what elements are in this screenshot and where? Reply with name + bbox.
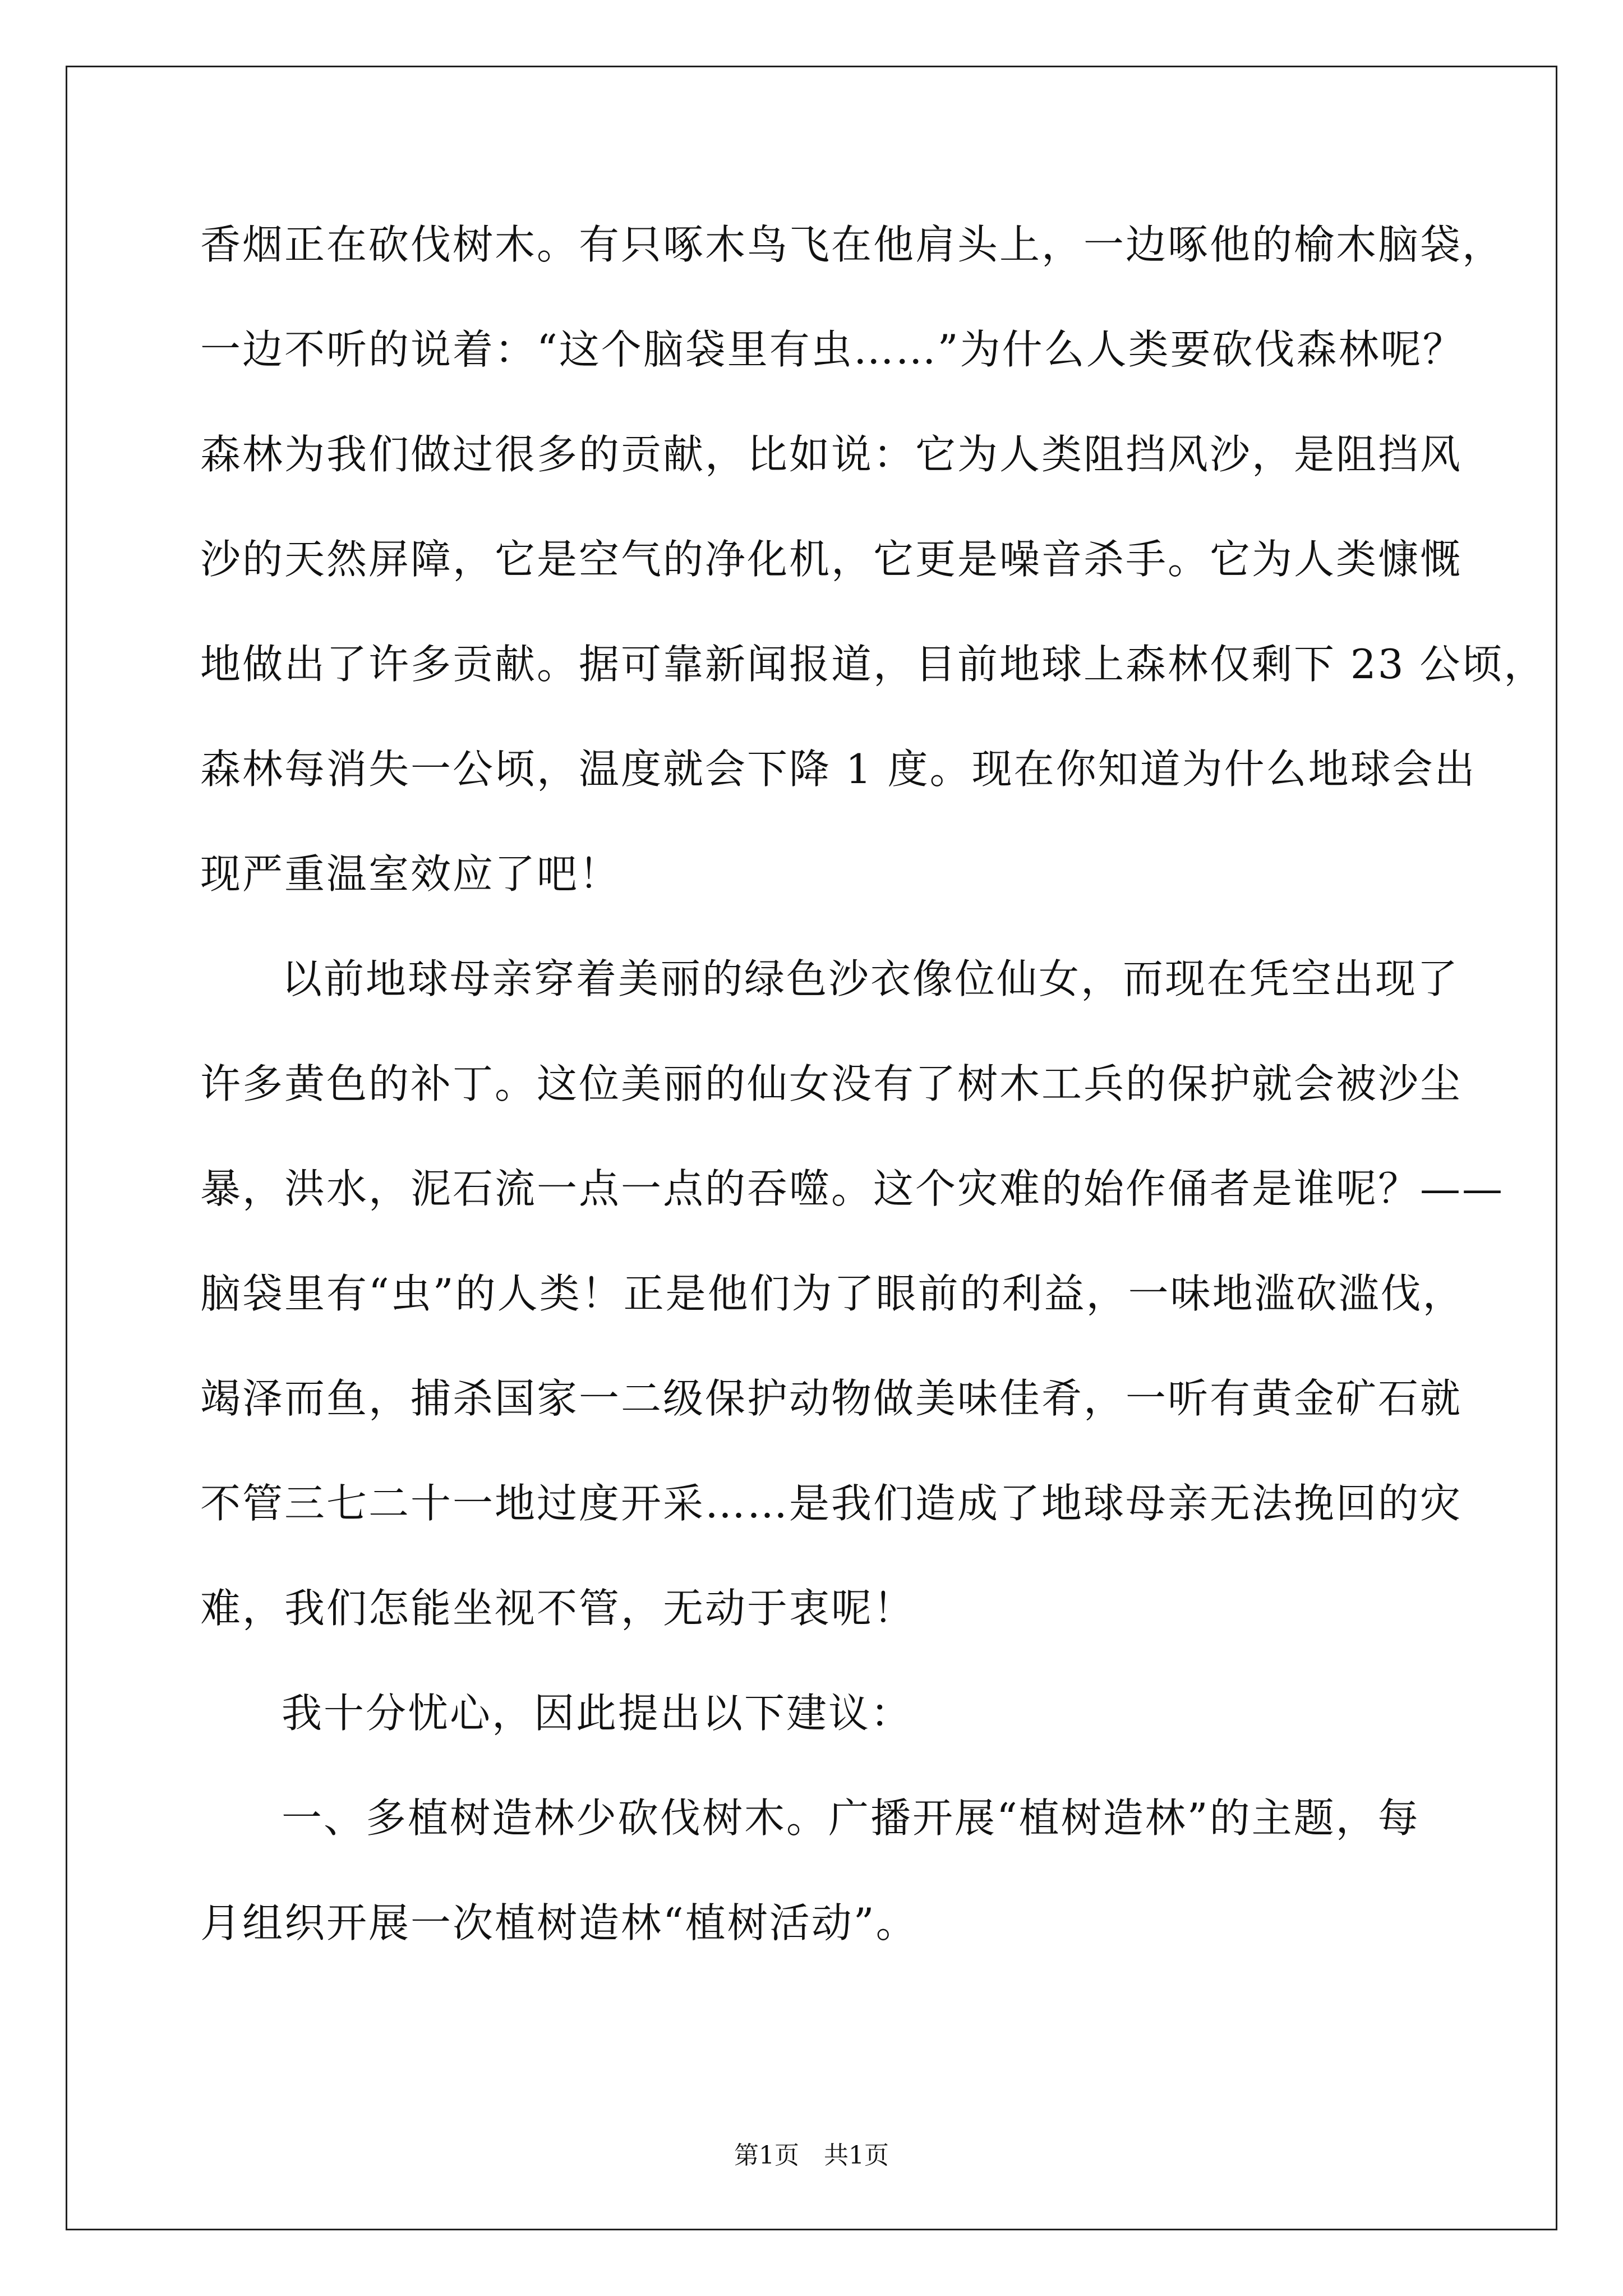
text-line-10: 暴，洪水，泥石流一点一点的吞噬。这个灾难的始作俑者是谁呢？—— (200, 1165, 1505, 1212)
text-line-17: 月组织开展一次植树造林“植树活动”。 (200, 1899, 918, 1947)
text-line-14: 难，我们怎能坐视不管，无动于衷呢！ (200, 1585, 916, 1632)
text-line-3: 森林为我们做过很多的贡献，比如说：它为人类阻挡风沙，是阻挡风 (200, 431, 1463, 478)
text-line-5: 地做出了许多贡献。据可靠新闻报道，目前地球上森林仅剩下 23 公顷， (200, 641, 1546, 688)
text-line-2: 一边不听的说着：“这个脑袋里有虫……”为什么人类要砍伐森林呢？ (200, 326, 1465, 373)
text-line-12: 竭泽而鱼，捕杀国家一二级保护动物做美味佳肴，一听有黄金矿石就 (200, 1375, 1463, 1422)
text-line-16: 一、多植树造林少砍伐树木。广播开展“植树造林”的主题，每 (282, 1795, 1420, 1842)
text-line-1: 香烟正在砍伐树木。有只啄木鸟飞在他肩头上，一边啄他的榆木脑袋， (200, 221, 1505, 268)
text-line-7: 现严重温室效应了吧！ (200, 850, 621, 898)
text-line-9: 许多黄色的补丁。这位美丽的仙女没有了树木工兵的保护就会被沙尘 (200, 1060, 1463, 1107)
text-line-6: 森林每消失一公顷，温度就会下降 1 度。现在你知道为什么地球会出 (200, 746, 1477, 793)
text-line-8: 以前地球母亲穿着美丽的绿色沙衣像位仙女，而现在凭空出现了 (282, 955, 1460, 1002)
page-footer: 第1页 共1页 (734, 2141, 889, 2170)
text-line-11: 脑袋里有“虫”的人类！正是他们为了眼前的利益，一味地滥砍滥伐， (200, 1270, 1465, 1317)
text-line-13: 不管三七二十一地过度开采……是我们造成了地球母亲无法挽回的灾 (200, 1480, 1463, 1527)
text-line-4: 沙的天然屏障，它是空气的净化机，它更是噪音杀手。它为人类慷慨 (200, 536, 1463, 583)
text-line-15: 我十分忧心，因此提出以下建议： (282, 1690, 913, 1737)
